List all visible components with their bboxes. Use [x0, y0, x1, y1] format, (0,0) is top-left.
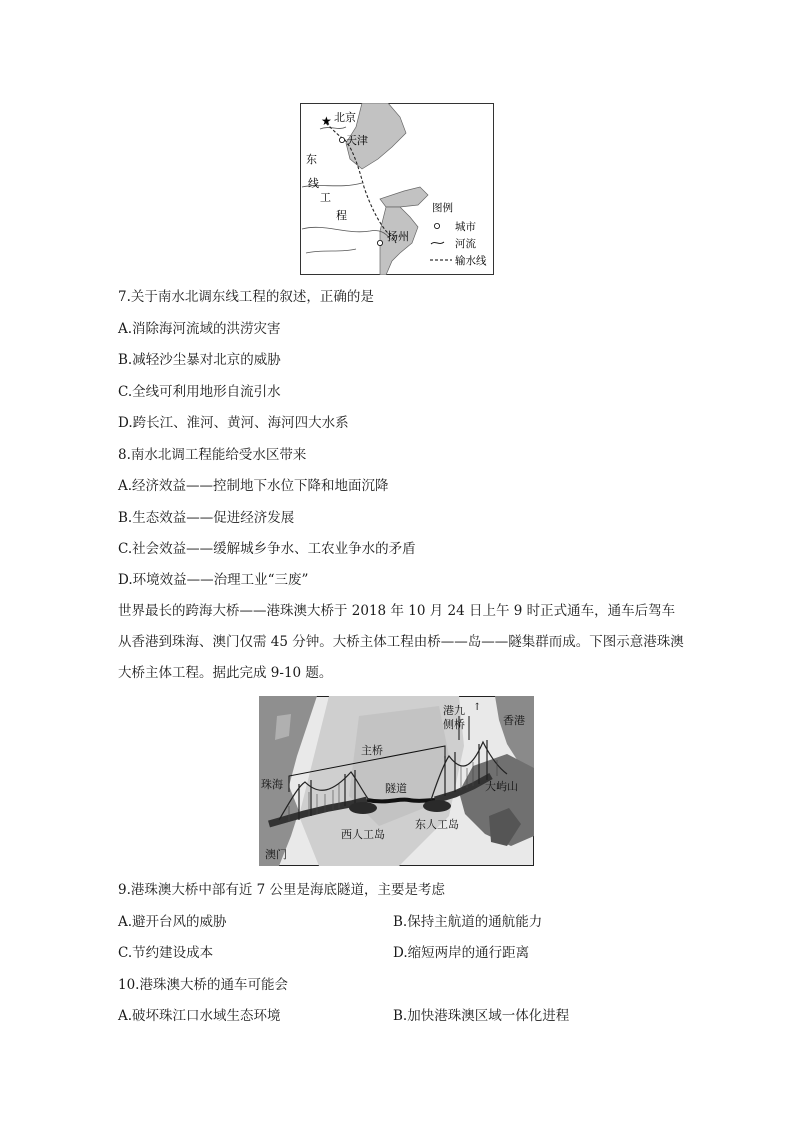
label-yangzhou: 扬州: [387, 230, 409, 243]
q8-option-c: C.社会效益——缓解城乡争水、工农业争水的矛盾: [118, 541, 416, 557]
label-zhuhai: 珠海: [261, 778, 283, 791]
legend-river-label: 河流: [455, 238, 476, 250]
q8-option-b: B.生态效益——促进经济发展: [118, 510, 295, 526]
label-gangjiu-line1: 港九: [443, 704, 465, 717]
q10-option-a: A.破坏珠江口水域生态环境: [118, 1008, 281, 1024]
q9-option-c: C.节约建设成本: [118, 945, 214, 961]
label-route-gong: 工: [320, 191, 331, 204]
q10-option-b: B.加快港珠澳区域一体化进程: [393, 1008, 570, 1024]
legend-pipeline-label: 输水线: [455, 255, 487, 267]
passage-text: 世界最长的跨海大桥——港珠澳大桥于 2018 年 10 月 24 日上午 9 时正式通车，通车后驾车从香港到珠海、澳门仅需 45 分钟。大桥主体工程由桥——岛——隧集群而成。下图示意港珠澳大桥主体工程。据此完成 9-10 题。: [118, 603, 684, 681]
q10-stem: 10.港珠澳大桥的通车可能会: [118, 977, 288, 993]
north-arrow-icon: ↑: [473, 702, 482, 713]
label-tianjin: 天津: [346, 134, 368, 147]
label-hongkong: 香港: [503, 714, 525, 727]
q9-option-d: D.缩短两岸的通行距离: [393, 945, 530, 961]
yangzhou-city-marker: [377, 240, 382, 245]
label-gangjiu-line2: 侧桥: [443, 718, 465, 731]
q7-option-a: A.消除海河流域的洪涝灾害: [118, 321, 281, 337]
legend-title: 图例: [432, 202, 453, 214]
tianjin-city-marker: [339, 137, 344, 142]
label-tunnel: 隧道: [385, 782, 407, 795]
label-route-cheng: 程: [336, 209, 347, 222]
label-dayushan: 大屿山: [485, 780, 518, 793]
q7-option-d: D.跨长江、淮河、黄河、海河四大水系: [118, 415, 349, 431]
east-route-map: [300, 103, 494, 275]
label-route-dong: 东: [306, 153, 317, 166]
q7-option-b: B.减轻沙尘暴对北京的威胁: [118, 352, 281, 368]
label-macau: 澳门: [265, 848, 287, 861]
label-west-island: 西人工岛: [341, 828, 385, 841]
q8-stem: 8.南水北调工程能给受水区带来: [118, 447, 307, 463]
label-route-xian: 线: [308, 177, 319, 190]
beijing-star-icon: ★: [321, 114, 332, 128]
q8-option-a: A.经济效益——控制地下水位下降和地面沉降: [118, 478, 389, 494]
q9-option-b: B.保持主航道的通航能力: [393, 914, 543, 930]
q8-option-d: D.环境效益——治理工业“三废”: [118, 572, 309, 588]
label-main-bridge: 主桥: [361, 744, 383, 757]
legend-city-icon: [434, 223, 439, 228]
q9-option-a: A.避开台风的威胁: [118, 914, 227, 930]
label-east-island: 东人工岛: [415, 818, 459, 831]
q7-stem: 7.关于南水北调东线工程的叙述，正确的是: [118, 289, 374, 305]
east-artificial-island: [423, 800, 451, 812]
hzmb-bridge-illustration: [259, 696, 534, 866]
west-artificial-island: [349, 802, 377, 814]
q7-option-c: C.全线可利用地形自流引水: [118, 384, 281, 400]
label-beijing: 北京: [334, 111, 356, 124]
legend-city-label: 城市: [455, 221, 476, 233]
q9-stem: 9.港珠澳大桥中部有近 7 公里是海底隧道，主要是考虑: [118, 882, 446, 898]
